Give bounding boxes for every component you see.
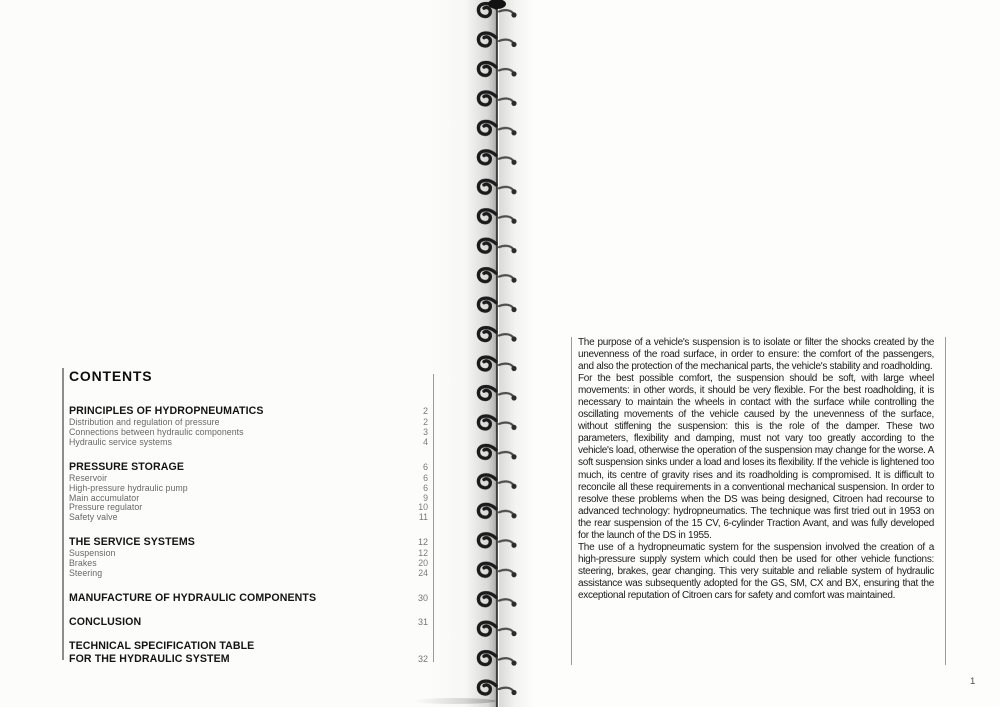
- toc-section-heading: MANUFACTURE OF HYDRAULIC COMPONENTS: [69, 591, 317, 604]
- toc-item-page: 11: [418, 512, 428, 523]
- toc-section-heading-row: [69, 592, 428, 605]
- spiral-binding-icon: [468, 0, 528, 707]
- toc-item-label: Connections between hydraulic components: [69, 426, 244, 437]
- introduction-text: [578, 337, 934, 602]
- toc-item-label: Hydraulic service systems: [69, 436, 172, 447]
- toc-item-label: Main accumulator: [69, 492, 140, 503]
- toc-right-rule: [433, 374, 434, 662]
- toc-section: [69, 616, 428, 629]
- page-number: 1: [970, 676, 976, 687]
- toc-section-heading: THE SERVICE SYSTEMS: [69, 536, 195, 549]
- table-of-contents: [69, 368, 428, 677]
- toc-item: [69, 438, 428, 448]
- toc-section: [69, 461, 428, 524]
- toc-item-page: 20: [418, 558, 428, 569]
- toc-item-page: 2: [423, 417, 428, 427]
- bodytext-left-rule: [571, 337, 572, 665]
- toc-section-page: 31: [417, 616, 428, 627]
- toc-section-heading-row: [69, 640, 428, 666]
- toc-section-heading: PRINCIPLES OF HYDROPNEUMATICS: [69, 405, 264, 417]
- toc-section-heading: CONCLUSION: [69, 615, 142, 628]
- toc-heading-line2: FOR THE HYDRAULIC SYSTEM: [69, 652, 230, 665]
- toc-section-page: 32: [417, 653, 428, 664]
- toc-item-label: Brakes: [69, 558, 97, 569]
- toc-item-page: 10: [418, 502, 428, 513]
- paragraph: The use of a hydropneumatic system for the suspension involved the creation of a high-pressure supply system which could then be used for other vehicle functions: steering, brakes, gear changing. This very suitable and reliable system of hydraulic assistance was subsequently adopted for the GS, SM, CX and BX, ensuring that the exceptional reputation of Citroen cars for safety and comfort was maintained.: [578, 541, 934, 601]
- bodytext-right-rule: [945, 337, 946, 665]
- toc-section-heading: PRESSURE STORAGE: [69, 460, 185, 473]
- toc-item: [69, 569, 428, 579]
- toc-section-heading: [69, 640, 254, 666]
- toc-item-label: Safety valve: [69, 512, 118, 523]
- toc-item-page: 3: [423, 426, 428, 437]
- toc-item-page: 6: [423, 472, 428, 483]
- toc-item: [69, 503, 428, 513]
- contents-title: CONTENTS: [69, 368, 153, 384]
- toc-section-heading-row: [69, 536, 428, 549]
- toc-item-page: 4: [423, 436, 428, 447]
- toc-item-label: Steering: [69, 568, 103, 579]
- toc-item-page: 6: [423, 482, 428, 493]
- toc-item: [69, 549, 428, 559]
- toc-left-rule: [62, 368, 64, 660]
- toc-section: [69, 592, 428, 605]
- toc-item-page: 9: [423, 492, 428, 503]
- paragraph: The purpose of a vehicle's suspension is to isolate or filter the shocks created by the unevenness of the road surface, in order to ensure: the comfort of the passengers, and also the protection of the mechanical parts, the vehicle's stability and roadholding.: [578, 337, 934, 373]
- toc-section-heading-row: [69, 616, 428, 629]
- toc-item-label: Distribution and regulation of pressure: [69, 417, 220, 427]
- toc-item-page: 24: [418, 568, 428, 579]
- toc-section-page: 30: [417, 592, 428, 603]
- toc-heading-line1: TECHNICAL SPECIFICATION TABLE: [69, 639, 255, 652]
- toc-section: [69, 405, 428, 448]
- toc-item-label: Reservoir: [69, 472, 108, 483]
- toc-section: [69, 536, 428, 579]
- toc-section-page: 2: [422, 406, 428, 416]
- toc-item-label: High-pressure hydraulic pump: [69, 482, 188, 493]
- toc-section-heading-row: [69, 461, 428, 474]
- toc-section-page: 6: [422, 461, 428, 472]
- paragraph: For the best possible comfort, the suspension should be soft, with large wheel movements: in other words, it should be very flexible. For the best roadholding, it is necessary to maintain the wheels in contact with the surface while controlling the oscillating movements of the vehicle caused by the unevenness of the surface, without stiffening the suspension: this is the role of the damper. These two parameters, flexibility and damping, must not vary too greatly according to the vehicle's load, otherwise the operation of the suspension may change for the worse. A soft suspension sinks under a load and loses its flexibility. If the vehicle is lightened too much, its centre of gravity rises and its roadholding is compromised. It is difficult to reconcile all these requirements in a conventional mechanical suspension. In order to resolve these problems when the DS was being designed, Citroen had recourse to advanced technology: hydropneumatics. The technique was first tried out in 1953 on the rear suspension of the 15 CV, 6-cylinder Traction Avant, and was fully developed for the launch of the DS in 1955.: [578, 373, 934, 541]
- toc-item-label: Suspension: [69, 548, 116, 559]
- toc-item: [69, 559, 428, 569]
- toc-item-label: Pressure regulator: [69, 502, 143, 513]
- toc-section-page: 12: [417, 537, 428, 548]
- toc-item-page: 12: [418, 548, 428, 559]
- toc-item: [69, 513, 428, 523]
- toc-section: [69, 640, 428, 666]
